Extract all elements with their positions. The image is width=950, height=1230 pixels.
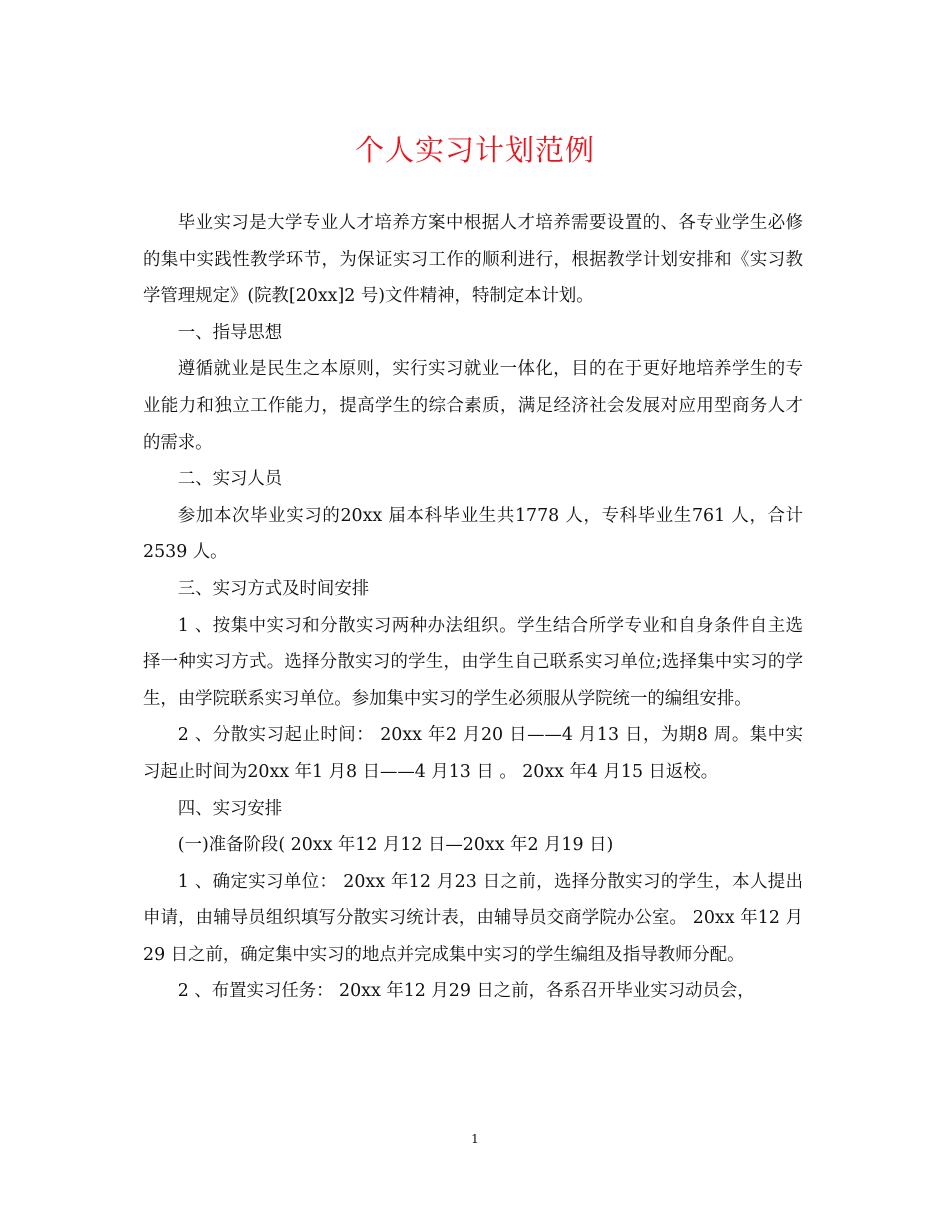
paragraph-intern-personnel: 参加本次毕业实习的20xx 届本科毕业生共1778 人，专科毕业生761 人，合计2539 人。 [143,505,803,563]
document-title: 个人实习计划范例 [354,133,595,167]
paragraph-method-2: 2 、分散实习起止时间： 20xx 年2 月20 日——4 月13 日，为期8 周。集中实习起止时间为20xx 年1 月8 日——4 月13 日 。 20xx 年4 月15 日返校。 [143,725,803,782]
page-number: 1 [471,1132,479,1146]
document-body [143,205,803,1010]
subsection-heading-preparation: (一)准备阶段( 20xx 年12 月12 日—20xx 年2 月19 日) [177,835,614,856]
section-heading-arrangement: 四、实习安排 [177,798,283,819]
paragraph-preparation-2: 2 、布置实习任务： 20xx 年12 月29 日之前，各系召开毕业实习动员会， [177,981,755,1002]
paragraph-guiding-ideology: 遵循就业是民生之本原则，实行实习就业一体化，目的在于更好地培养学生的专业能力和独立工作能力，提高学生的综合素质，满足经济社会发展对应用型商务人才的需求。 [143,359,803,453]
paragraph-preparation-1: 1 、确定实习单位： 20xx 年12 月23 日之前，选择分散实习的学生，本人提出申请，由辅导员组织填写分散实习统计表，由辅导员交商学院办公室。 20xx 年12 月29 日之前，确定集中实习的地点并完成集中实习的学生编组及指导教师分配。 [143,871,803,965]
paragraph-intro: 毕业实习是大学专业人才培养方案中根据人才培养需要设置的、各专业学生必修的集中实践性教学环节，为保证实习工作的顺利进行，根据教学计划安排和《实习教学管理规定》(院教[20xx]2 号)文件精神，特制定本计划。 [143,213,803,307]
paragraph-method-1: 1 、按集中实习和分散实习两种办法组织。学生结合所学专业和自身条件自主选择一种实习方式。选择分散实习的学生，由学生自己联系实习单位;选择集中实习的学生，由学院联系实习单位。参加集中实习的学生必须服从学院统一的编组安排。 [143,615,803,709]
section-heading-intern-personnel: 二、实习人员 [177,469,283,490]
section-heading-method-schedule: 三、实习方式及时间安排 [177,578,370,599]
section-heading-guiding-ideology: 一、指导思想 [177,322,283,343]
